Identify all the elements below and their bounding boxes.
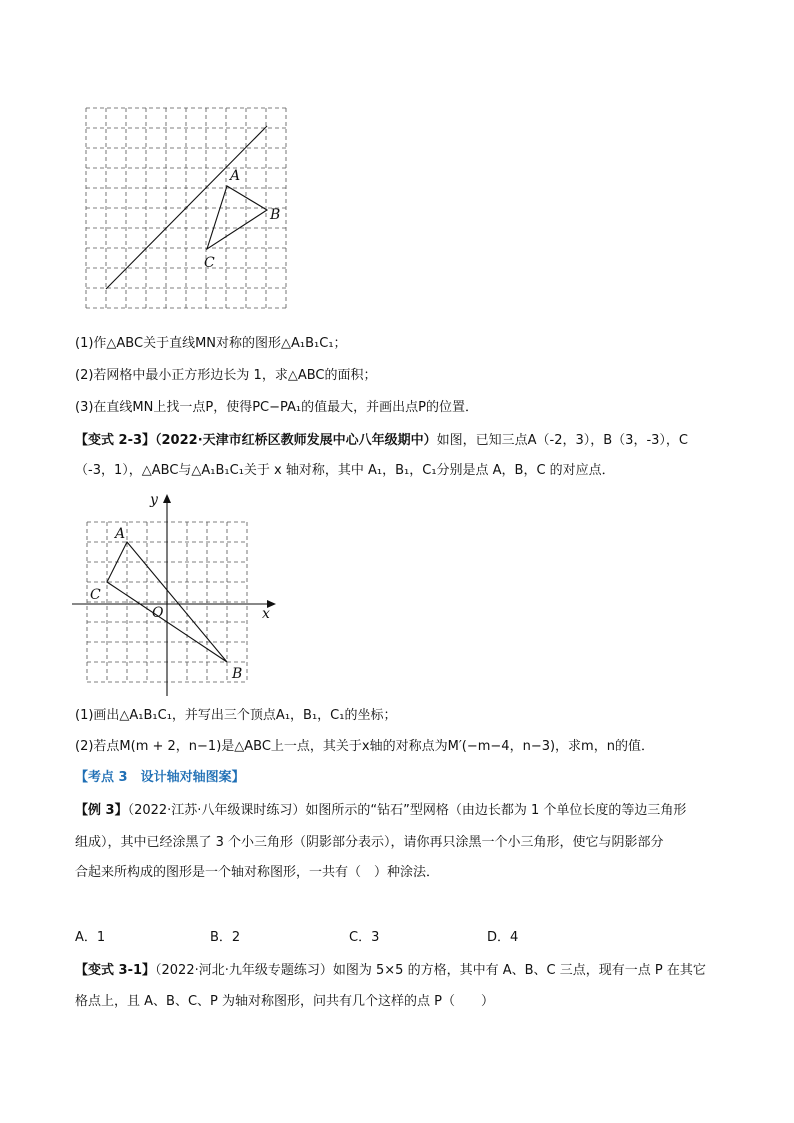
example-3-line-1 xyxy=(75,802,686,820)
label-c: C xyxy=(90,587,101,603)
axis-label-x: x xyxy=(262,606,270,622)
variant-2-3-text: 如图，已知三点A（-2，3），B（3，-3），C xyxy=(436,433,688,448)
line-mn xyxy=(106,126,267,289)
example-3-line-2: 组成），其中已经涂黑了 3 个小三角形（阴影部分表示），请你再只涂黑一个小三角形，使它与阴影部分 xyxy=(75,835,664,850)
option-b: B．2 xyxy=(210,930,241,945)
variant-2-3-source: （2022·天津市红桥区教师发展中心八年级期中） xyxy=(155,433,437,448)
label-a: A xyxy=(230,168,241,184)
axis-label-y: y xyxy=(150,492,158,508)
figure-coordinate-plane xyxy=(66,486,286,700)
option-d: D．4 xyxy=(487,930,519,945)
variant-2-3-item-1: (1)画出△A₁B₁C₁，并写出三个顶点A₁，B₁，C₁的坐标； xyxy=(75,708,397,723)
example-3-text: （2022·江苏·八年级课时练习）如图所示的“钻石”型网格（由边长都为 1 个单位长度的等边三角形 xyxy=(127,803,687,818)
example-3-tag: 【例 3】 xyxy=(75,803,128,818)
q1-item-2: (2)若网格中最小正方形边长为 1，求△ABC的面积； xyxy=(75,368,377,383)
variant-2-3-line-2: （-3，1），△ABC与△A₁B₁C₁关于 x 轴对称，其中 A₁，B₁，C₁分别是点 A，B，C 的对应点． xyxy=(75,463,615,478)
triangle-abc xyxy=(207,186,267,249)
origin-label: O xyxy=(152,605,164,621)
section-3-title: 【考点 3 设计轴对轴图案】 xyxy=(75,770,245,785)
variant-3-1-tag: 【变式 3-1】 xyxy=(75,963,156,978)
variant-2-3-line-1 xyxy=(75,432,688,450)
label-b: B xyxy=(232,666,243,682)
variant-2-3-item-2: (2)若点M(m + 2，n−1)是△ABC上一点，其关于x轴的对称点为M′(−m−4，n−3)，求m，n的值． xyxy=(75,739,654,754)
variant-3-1-text: （2022·河北·九年级专题练习）如图为 5×5 的方格，其中有 A、B、C 三点，现有一点 P 在其它 xyxy=(155,963,706,978)
variant-3-1-line-1 xyxy=(75,962,706,980)
option-a: A．1 xyxy=(75,930,106,945)
label-a: A xyxy=(115,526,126,542)
option-c: C．3 xyxy=(349,930,380,945)
figure-mn-grid xyxy=(80,104,295,314)
q1-item-1: (1)作△ABC关于直线MN对称的图形△A₁B₁C₁； xyxy=(75,336,347,351)
q1-item-3: (3)在直线MN上找一点P，使得PC−PA₁的值最大，并画出点P的位置． xyxy=(75,400,478,415)
y-axis-arrow xyxy=(163,494,171,503)
variant-2-3-tag: 【变式 2-3】 xyxy=(75,433,156,448)
label-c: C xyxy=(204,255,215,271)
variant-3-1-line-2: 格点上，且 A、B、C、P 为轴对称图形，问共有几个这样的点 P（ ） xyxy=(75,994,494,1009)
label-b: B xyxy=(270,207,281,223)
example-3-line-3: 合起来所构成的图形是一个轴对称图形，一共有（ ）种涂法． xyxy=(75,865,440,880)
